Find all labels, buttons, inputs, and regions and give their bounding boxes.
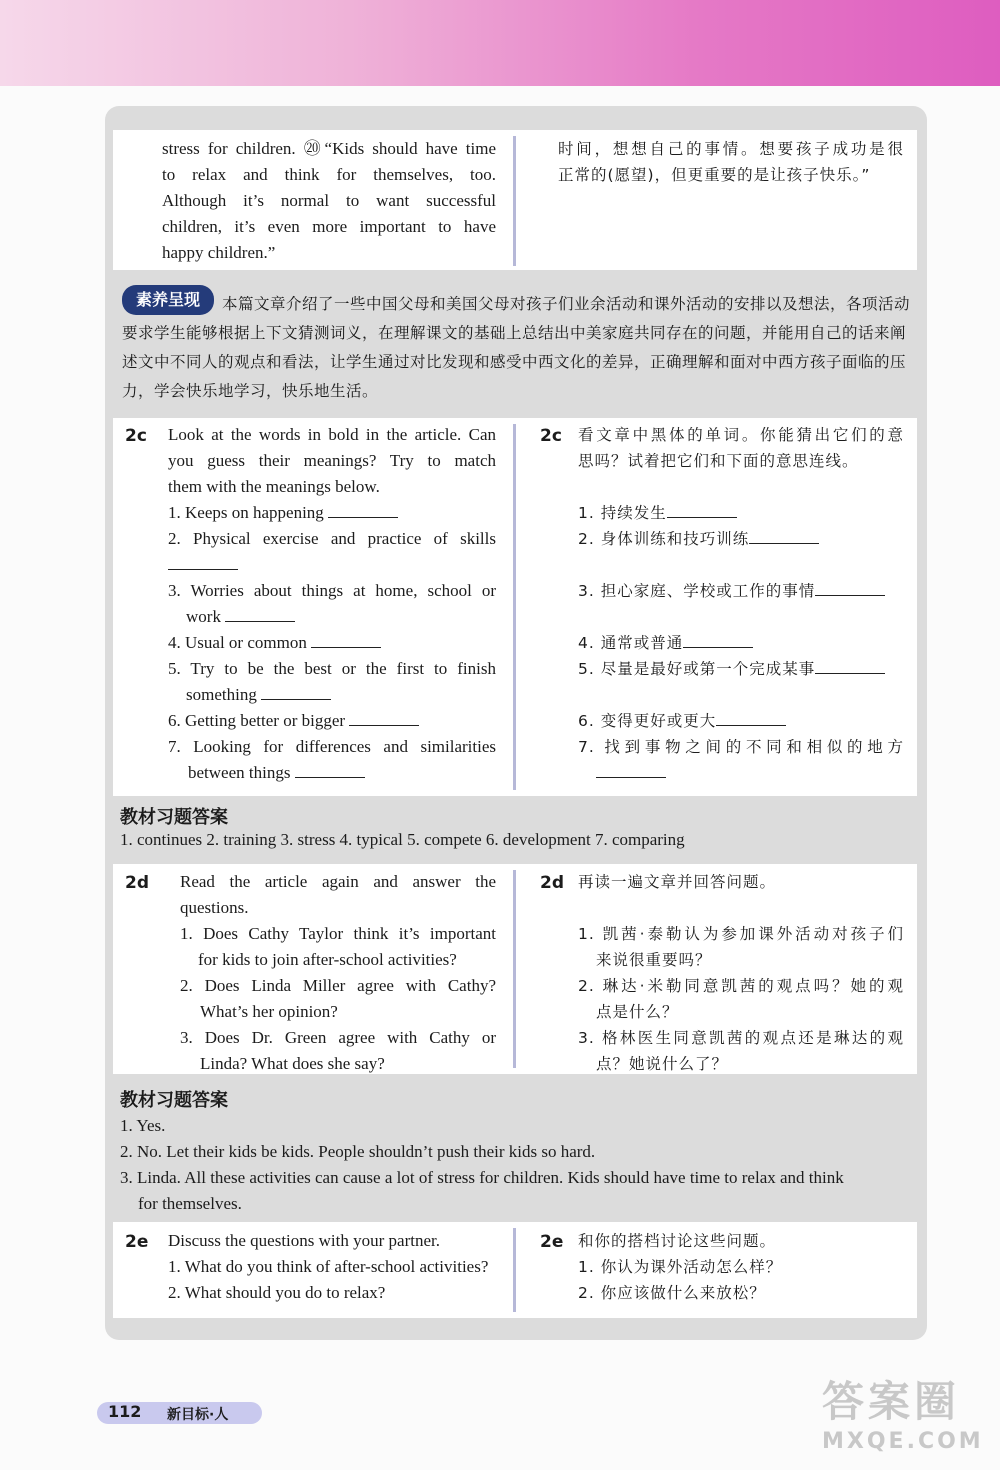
page-number: 112 <box>108 1402 142 1421</box>
item-text: 1. 持续发生 <box>578 504 667 522</box>
match-item <box>578 760 904 786</box>
column-divider <box>513 1228 516 1312</box>
match-item <box>578 630 904 656</box>
answer-blank[interactable] <box>328 503 398 518</box>
spacer <box>578 895 904 921</box>
exercise-tag: 2d <box>125 873 149 893</box>
watermark <box>822 1376 992 1464</box>
text-line: stress for children. ⑳“Kids should have time <box>162 139 496 158</box>
column-divider <box>513 424 516 790</box>
watermark-url: MXQE.COM <box>822 1429 984 1454</box>
text-line: Look at the words in bold in the article. Can <box>168 425 496 444</box>
question-item: 3. Does Dr. Green agree with Cathy or <box>180 1028 496 1047</box>
text-line: you guess their meanings? Try to match <box>168 451 496 470</box>
question-item: 1. What do you think of after-school activities? <box>168 1257 489 1276</box>
answers-title: 教材习题答案 <box>120 807 228 828</box>
match-item: 3. Worries about things at home, school or <box>168 581 496 600</box>
answer-line: 3. Linda. All these activities can cause a lot of stress for children. Kids should have time to relax and think <box>120 1168 844 1187</box>
match-item: 7. 找到事物之间的不同和相似的地方 <box>578 738 904 756</box>
answer-blank[interactable] <box>815 659 885 674</box>
exercise-tag: 2e <box>125 1232 149 1252</box>
item-text: 2. 身体训练和技巧训练 <box>578 530 750 548</box>
spacer <box>578 682 904 708</box>
suyang-badge: 素养呈现 <box>122 285 214 315</box>
top-color-band <box>0 0 1000 86</box>
exercise-2e-chinese <box>578 1228 904 1306</box>
match-item <box>168 552 496 578</box>
item-text: 1. Keeps on happening <box>168 503 324 522</box>
match-item: 7. Looking for differences and similarities <box>168 737 496 756</box>
question-item: for kids to join after-school activities? <box>198 950 457 969</box>
answer-line: 2. No. Let their kids be kids. People shouldn’t push their kids so hard. <box>120 1142 596 1161</box>
match-item <box>578 708 904 734</box>
answer-blank[interactable] <box>596 763 666 778</box>
match-item: 5. Try to be the best or the first to finish <box>168 659 496 678</box>
item-text: 4. 通常或普通 <box>578 634 684 652</box>
match-item <box>578 500 904 526</box>
suyang-text: 本篇文章介绍了一些中国父母和美国父母对孩子们业余活动和课外活动的安排以及想法，各项活动要求学生能够根据上下文猜测词义，在理解课文的基础上总结出中美家庭共同存在的问题，并能用自己的话来阐述文中不同人的观点和看法，让学生通过对比发现和感受中西文化的差异，正确理解和面对中西方孩子面临的压力，学会快乐地学习，快乐地生活。 <box>122 295 911 400</box>
match-item: 2. Physical exercise and practice of skills <box>168 529 496 548</box>
text-line: happy children.” <box>162 243 276 262</box>
item-text: 4. Usual or common <box>168 633 307 652</box>
answers-title: 教材习题答案 <box>120 1090 228 1111</box>
text-line: them with the meanings below. <box>168 477 380 496</box>
question-item: 2. What should you do to relax? <box>168 1283 386 1302</box>
answer-blank[interactable] <box>295 763 365 778</box>
exercise-tag: 2e <box>540 1232 564 1252</box>
exercise-2c-english <box>168 422 496 786</box>
question-item: 2. Does Linda Miller agree with Cathy? <box>180 976 496 995</box>
book-title: 新目标·人 <box>167 1407 229 1423</box>
question-item: 2. 你应该做什么来放松？ <box>578 1284 766 1302</box>
item-text: 6. 变得更好或更大 <box>578 712 717 730</box>
text-line: Although it’s normal to want successful <box>162 191 496 210</box>
match-item <box>168 760 496 786</box>
item-text: between things <box>188 763 291 782</box>
watermark-text: 答案圈 <box>822 1377 961 1426</box>
answer-blank[interactable] <box>683 633 753 648</box>
answers-2d <box>120 1113 844 1217</box>
text-line: 正常的(愿望)，但更重要的是让孩子快乐。” <box>558 166 871 184</box>
text-line: 看文章中黑体的单词。你能猜出它们的意 <box>578 426 904 444</box>
match-item <box>168 604 496 630</box>
text-line: 和你的搭档讨论这些问题。 <box>578 1232 777 1250</box>
match-item <box>168 708 496 734</box>
spacer <box>578 474 904 500</box>
match-item <box>168 500 496 526</box>
item-text: 3. 担心家庭、学校或工作的事情 <box>578 582 816 600</box>
answer-line: 1. Yes. <box>120 1116 166 1135</box>
match-item <box>578 526 904 552</box>
text-line: Discuss the questions with your partner. <box>168 1231 440 1250</box>
match-item <box>168 682 496 708</box>
spacer <box>578 552 904 578</box>
question-item: 3. 格林医生同意凯茜的观点还是琳达的观 <box>578 1029 904 1047</box>
item-text: something <box>186 685 257 704</box>
match-item <box>578 656 904 682</box>
question-item: 1. Does Cathy Taylor think it’s important <box>180 924 496 943</box>
answer-line: for themselves. <box>138 1194 242 1213</box>
question-item: 来说很重要吗？ <box>596 951 712 969</box>
text-line: 时间，想想自己的事情。想要孩子成功是很 <box>558 140 904 158</box>
top-chinese-column <box>558 136 904 188</box>
answer-blank[interactable] <box>667 503 737 518</box>
question-item: 1. 你认为课外活动怎么样？ <box>578 1258 783 1276</box>
answer-blank[interactable] <box>225 607 295 622</box>
text-line: 再读一遍文章并回答问题。 <box>578 873 777 891</box>
answers-2c: 1. continues 2. training 3. stress 4. typical 5. compete 6. development 7. comparing <box>120 830 685 849</box>
exercise-tag: 2c <box>540 426 562 446</box>
exercise-tag: 2d <box>540 873 564 893</box>
text-line: Read the article again and answer the <box>180 872 496 891</box>
exercise-2d-chinese <box>578 869 904 1077</box>
exercise-2d-english <box>180 869 496 1077</box>
answer-blank[interactable] <box>349 711 419 726</box>
question-item: Linda? What does she say? <box>200 1054 385 1073</box>
answer-blank[interactable] <box>716 711 786 726</box>
item-text: work <box>186 607 221 626</box>
answer-blank[interactable] <box>815 581 885 596</box>
column-divider <box>513 136 516 266</box>
exercise-tag: 2c <box>125 426 147 446</box>
exercise-2c-chinese <box>578 422 904 786</box>
question-item: 2. 琳达·米勒同意凯茜的观点吗？她的观 <box>578 977 904 995</box>
text-line: 思吗？试着把它们和下面的意思连线。 <box>578 452 859 470</box>
top-english-column <box>162 136 496 266</box>
item-text: 5. 尽量是最好或第一个完成某事 <box>578 660 816 678</box>
question-item: What’s her opinion? <box>200 1002 338 1021</box>
spacer <box>578 604 904 630</box>
question-item: 点？她说什么了？ <box>596 1055 729 1073</box>
column-divider <box>513 870 516 1068</box>
match-item <box>168 630 496 656</box>
match-item <box>578 578 904 604</box>
answer-blank[interactable] <box>261 685 331 700</box>
item-text: 6. Getting better or bigger <box>168 711 346 730</box>
text-line: to relax and think for themselves, too. <box>162 165 496 184</box>
exercise-2e-english <box>168 1228 498 1306</box>
text-line: questions. <box>180 898 249 917</box>
question-item: 点是什么？ <box>596 1003 679 1021</box>
answer-blank[interactable] <box>311 633 381 648</box>
answer-blank[interactable] <box>749 529 819 544</box>
answer-blank[interactable] <box>168 555 238 570</box>
question-item: 1. 凯茜·泰勒认为参加课外活动对孩子们 <box>578 925 904 943</box>
text-line: children, it’s even more important to have <box>162 217 496 236</box>
